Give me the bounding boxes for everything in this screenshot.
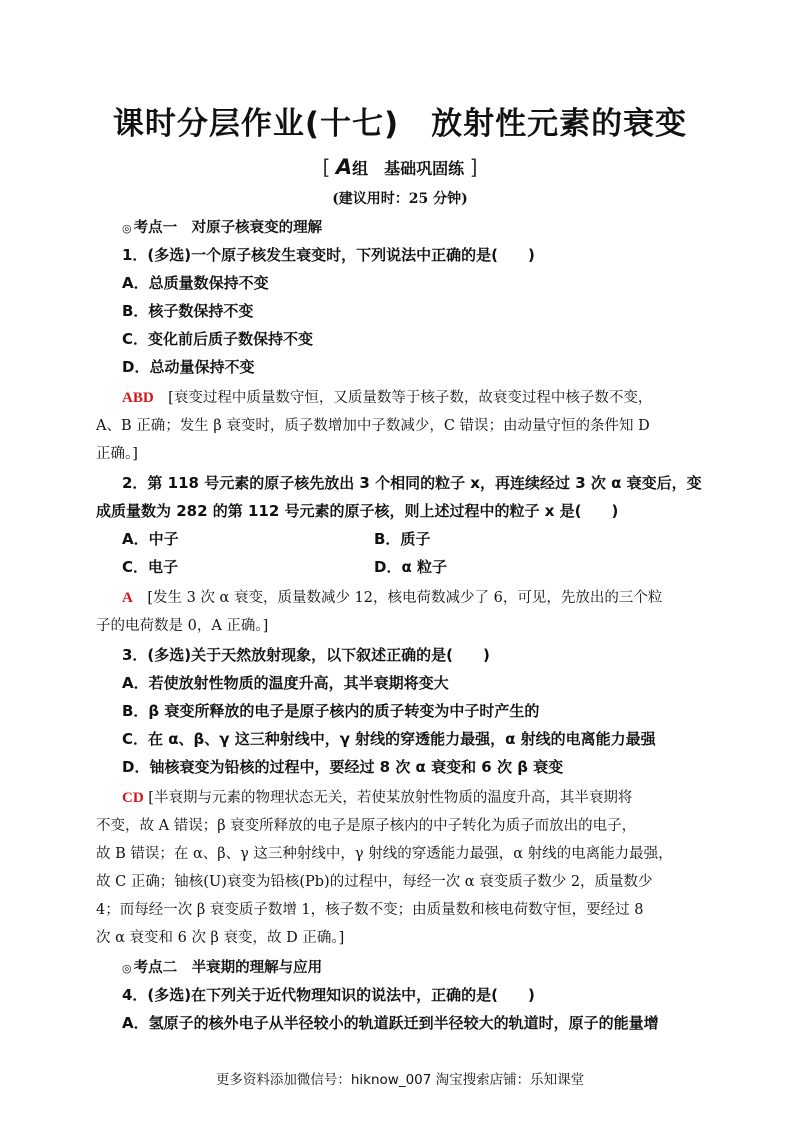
answer-key: A [122,590,133,606]
question-1-answer: ABD [衰变过程中质量数守恒，又质量数等于核子数，故衰变过程中核子数不变， [122,390,653,406]
question-2-option-b: B．质子 [374,530,431,548]
question-2-stem: 2．第 118 号元素的原子核先放出 3 个相同的粒子 x，再连续经过 3 次 α 衰变后，变 [122,474,702,492]
target-icon: ◎ [122,222,132,235]
question-3-answer-line: 4；而每经一次 β 衰变质子数增 1，核子数不变；由质量数和核电荷数守恒，要经过 8 [96,902,644,918]
question-4-option-a: A．氢原子的核外电子从半径较小的轨道跃迁到半径较大的轨道时，原子的能量增 [122,1014,659,1032]
group-letter: A [335,155,353,179]
page-footer: 更多资料添加微信号：hiknow_007 淘宝搜索店铺：乐知课堂 [215,1072,585,1088]
question-1-option-b: B．核子数保持不变 [122,302,254,320]
answer-key: CD [122,790,144,806]
page-title: 课时分层作业(十七) 放射性元素的衰变 [112,106,688,142]
question-1-option-a: A．总质量数保持不变 [122,274,269,292]
question-3-answer-line: 故 C 正确；铀核(U)衰变为铅核(Pb)的过程中，每经一次 α 衰变质子数少 2，质量数少 [96,874,653,890]
question-3-option-d: D．铀核衰变为铅核的过程中，要经过 8 次 α 衰变和 6 次 β 衰变 [122,758,564,776]
question-3-option-c: C．在 α、β、γ 这三种射线中，γ 射线的穿透能力最强，α 射线的电离能力最强 [122,730,656,748]
question-4-stem: 4．(多选)在下列关于近代物理知识的说法中，正确的是( ) [122,986,535,1004]
question-1-option-d: D．总动量保持不变 [122,358,255,376]
question-3-answer-line: 次 α 衰变和 6 次 β 衰变，故 D 正确。] [96,930,345,946]
question-3-option-a: A．若使放射性物质的温度升高，其半衰期将变大 [122,674,449,692]
question-2-option-d: D．α 粒子 [374,558,447,576]
question-1-option-c: C．变化前后质子数保持不变 [122,330,314,348]
question-3-answer-line: 故 B 错误；在 α、β、γ 这三种射线中，γ 射线的穿透能力最强，α 射线的电离能力最强， [96,846,673,862]
section-heading: ◎ 考点一 对原子核衰变的理解 [122,220,323,236]
question-2-option-c: C．电子 [122,558,179,576]
question-3-answer-line: 不变，故 A 错误；β 衰变所释放的电子是原子核内的中子转化为质子而放出的电子， [96,818,637,834]
answer-key: ABD [122,390,154,406]
section-heading: ◎ 考点二 半衰期的理解与应用 [122,960,323,976]
suggested-time: (建议用时：25 分钟) [332,191,468,207]
question-2-answer: A [发生 3 次 α 衰变，质量数减少 12，核电荷数减少了 6，可见，先放出的三个粒 [122,590,663,606]
question-1-answer-line: A、B 正确；发生 β 衰变时，质子数增加中子数减少，C 错误；由动量守恒的条件知 D [96,418,650,434]
group-heading: [ A组 基础巩固练 ] [322,155,478,179]
group-label: 组 基础巩固练 [352,159,465,178]
question-2-option-a: A．中子 [122,530,179,548]
question-3-answer: CD [半衰期与元素的物理状态无关，若使某放射性物质的温度升高，其半衰期将 [122,790,633,806]
target-icon: ◎ [122,962,132,975]
question-1-stem: 1．(多选)一个原子核发生衰变时，下列说法中正确的是( ) [122,246,535,264]
question-2-answer-line: 子的电荷数是 0，A 正确。] [96,618,269,634]
question-3-option-b: B．β 衰变所释放的电子是原子核内的质子转变为中子时产生的 [122,702,540,720]
question-3-stem: 3．(多选)关于天然放射现象，以下叙述正确的是( ) [122,646,490,664]
question-2-stem-line: 成质量数为 282 的第 112 号元素的原子核，则上述过程中的粒子 x 是( ) [96,502,619,520]
question-1-answer-line: 正确。] [96,446,138,462]
